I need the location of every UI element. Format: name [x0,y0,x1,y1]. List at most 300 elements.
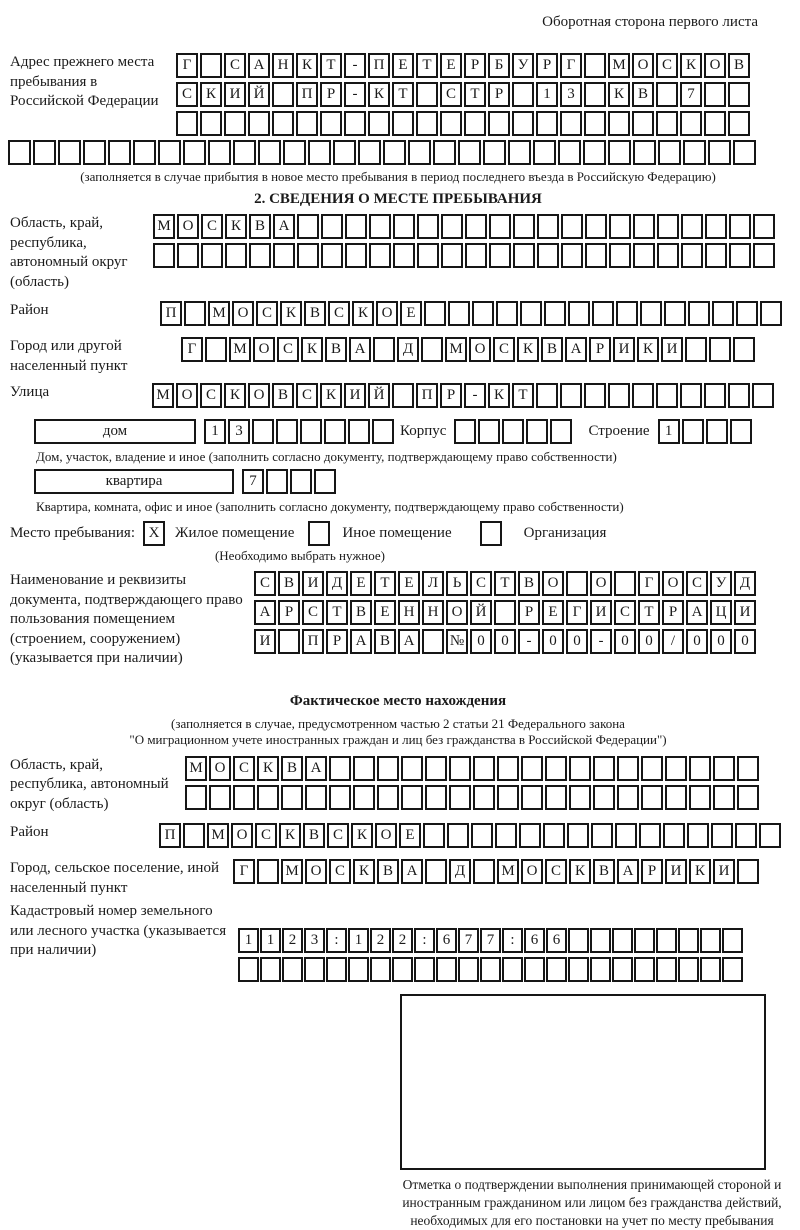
stay-option-other-label: Иное помещение [342,525,452,541]
char-cell: С [656,53,678,78]
char-cell: Т [494,571,516,596]
char-cell [257,785,279,810]
char-cell [425,785,447,810]
char-cell [489,243,511,268]
char-cell [569,756,591,781]
char-cell [614,571,636,596]
char-cell: В [278,571,300,596]
char-cell [706,419,728,444]
char-cell: О [375,823,397,848]
char-cell: К [225,214,247,239]
prev-address-rows [176,53,752,140]
char-cell [266,469,288,494]
prev-address-note: (заполняется в случае прибытия в новое место пребывания в период последнего въезда в Российскую Федерацию) [80,169,716,184]
char-cell [584,383,606,408]
char-cell [184,301,206,326]
char-cell: : [414,928,435,953]
char-cell [728,82,750,107]
char-cell: 1 [658,419,680,444]
char-cell: А [349,337,371,362]
char-cell [584,53,606,78]
char-cell [495,823,517,848]
char-cell [759,823,781,848]
char-cell: С [470,571,492,596]
char-cell: № [446,629,468,654]
char-cell [513,214,535,239]
char-cell [176,111,198,136]
fact-district-label: Район [10,824,49,840]
char-cell: О [662,571,684,596]
char-cell: Е [400,301,422,326]
char-cell [185,785,207,810]
char-cell [521,785,543,810]
stamp-note: Отметка о подтверждении выполнения принимающей стороной и иностранным гражданином или лицом без гражданства действий, необходимых для его постановки на учет по месту пребывания [402,1177,782,1228]
char-cell: М [608,53,630,78]
char-cell [704,82,726,107]
char-cell [308,140,331,165]
char-cell [401,785,423,810]
char-cell [369,243,391,268]
char-cell: С [302,600,324,625]
fact-region-label: Область, край, республика, автономный округ (область) [10,756,169,812]
char-cell [584,111,606,136]
char-cell [273,243,295,268]
char-cell: О [590,571,612,596]
char-cell [348,419,370,444]
char-cell: Т [416,53,438,78]
char-cell [333,140,356,165]
char-cell: О [209,756,231,781]
char-cell [497,785,519,810]
char-cell: Е [440,53,462,78]
char-cell [545,785,567,810]
char-cell [296,111,318,136]
char-cell: К [488,383,510,408]
char-cell: В [374,629,396,654]
char-cell [590,957,611,982]
char-cell: М [208,301,230,326]
char-cell [417,214,439,239]
char-cell: Р [440,383,462,408]
char-cell [656,82,678,107]
char-cell [408,140,431,165]
char-cell: С [327,823,349,848]
char-cell: Т [464,82,486,107]
char-cell [737,756,759,781]
char-cell: С [256,301,278,326]
char-cell [425,859,447,884]
char-cell [681,214,703,239]
char-cell: Т [512,383,534,408]
char-cell [258,140,281,165]
char-cell [656,928,677,953]
char-cell [276,419,298,444]
char-cell: 7 [680,82,702,107]
char-cell: И [734,600,756,625]
char-cell: - [464,383,486,408]
char-cell [465,214,487,239]
char-cell [641,785,663,810]
char-cell [183,140,206,165]
char-cell [238,957,259,982]
region-label: Область, край, республика, автономный округ (область) [10,215,128,290]
char-cell: Т [320,53,342,78]
char-cell: И [224,82,246,107]
char-cell: В [249,214,271,239]
char-cell [585,214,607,239]
char-cell: М [445,337,467,362]
char-cell: Н [272,53,294,78]
char-cell: 3 [228,419,250,444]
char-cell [704,383,726,408]
char-cell [417,243,439,268]
char-cell: С [328,301,350,326]
char-cell [305,785,327,810]
char-cell [700,957,721,982]
char-cell [393,214,415,239]
char-cell [592,301,614,326]
char-cell: А [617,859,639,884]
fact-city-row [233,859,761,884]
char-cell: П [160,301,182,326]
char-cell [480,957,501,982]
region-row-2 [153,243,777,268]
char-cell: 1 [260,928,281,953]
char-cell [314,469,336,494]
page-corner-note: Оборотная сторона первого листа [542,14,758,30]
char-cell: 1 [238,928,259,953]
char-cell [447,823,469,848]
region-row-1 [153,214,777,239]
char-cell [488,111,510,136]
char-cell [683,140,706,165]
char-cell: 0 [566,629,588,654]
char-cell: Р [320,82,342,107]
char-cell [633,243,655,268]
char-cell: О [469,337,491,362]
char-cell [585,243,607,268]
char-cell: Й [368,383,390,408]
street-label: Улица [10,384,50,400]
char-cell [709,337,731,362]
char-cell [616,301,638,326]
char-cell [83,140,106,165]
char-cell [521,756,543,781]
char-cell [421,337,443,362]
char-cell: Т [374,571,396,596]
char-cell: А [273,214,295,239]
char-cell [272,82,294,107]
char-cell [543,823,565,848]
char-cell: 6 [546,928,567,953]
flat-box-label: квартира [34,469,234,494]
stay-row [10,521,800,546]
char-cell: : [326,928,347,953]
char-cell [471,823,493,848]
char-cell: В [728,53,750,78]
stay-option-organization-label: Организация [523,525,607,541]
char-cell: К [280,301,302,326]
char-cell: С [200,383,222,408]
char-cell: В [593,859,615,884]
char-cell: Е [398,571,420,596]
char-cell: 0 [614,629,636,654]
char-cell [425,756,447,781]
char-cell [634,928,655,953]
char-cell [383,140,406,165]
char-cell: Г [233,859,255,884]
char-cell [591,823,613,848]
char-cell: В [350,600,372,625]
char-cell [561,243,583,268]
char-cell [458,957,479,982]
char-cell: Н [398,600,420,625]
char-cell: 3 [560,82,582,107]
char-cell: Р [326,629,348,654]
char-cell: С [329,859,351,884]
char-cell [633,140,656,165]
char-cell [681,243,703,268]
char-cell [200,111,222,136]
char-cell: И [254,629,276,654]
char-cell: И [661,337,683,362]
district-label: Район [10,302,49,318]
char-cell: С [545,859,567,884]
char-cell: А [305,756,327,781]
char-cell [593,756,615,781]
char-cell [733,337,755,362]
char-cell [633,214,655,239]
char-cell [568,928,589,953]
char-cell: 7 [458,928,479,953]
char-cell: С [493,337,515,362]
char-cell [392,383,414,408]
char-cell: 0 [638,629,660,654]
char-cell: И [590,600,612,625]
char-cell: К [680,53,702,78]
stay-note: (Необходимо выбрать нужное) [214,548,386,563]
region-block [10,214,800,292]
char-cell [712,301,734,326]
city-label: Город или другой населенный пункт [10,338,128,374]
char-cell: 2 [392,928,413,953]
char-cell: П [159,823,181,848]
char-cell [512,82,534,107]
doc-label: Наименование и реквизиты документа, подтверждающего право пользования помещением (строением, сооружением) (указывается при наличии) [10,572,243,666]
flat-note: Квартира, комната, офис и иное (заполнить согласно документу, подтверждающему право собственности) [36,499,624,514]
char-cell [512,111,534,136]
char-cell: Й [470,600,492,625]
char-cell [608,140,631,165]
char-cell [640,301,662,326]
char-cell [584,82,606,107]
char-cell [634,957,655,982]
char-cell [224,111,246,136]
char-cell [300,419,322,444]
char-cell: У [512,53,534,78]
char-cell [663,823,685,848]
char-cell: Е [350,571,372,596]
char-cell: А [565,337,587,362]
char-cell [735,823,757,848]
char-cell [608,383,630,408]
char-cell: В [325,337,347,362]
char-cell: А [401,859,423,884]
char-cell [478,419,500,444]
char-cell: 1 [204,419,226,444]
char-cell [639,823,661,848]
char-cell [494,600,516,625]
char-cell [612,928,633,953]
char-cell [449,756,471,781]
char-cell [689,785,711,810]
char-cell [454,419,476,444]
char-cell: Л [422,571,444,596]
stay-label: Место пребывания: [10,525,135,541]
char-cell [678,957,699,982]
char-cell [722,957,743,982]
char-cell [502,957,523,982]
char-cell [680,383,702,408]
char-cell [608,111,630,136]
char-cell [297,214,319,239]
char-cell [257,859,279,884]
char-cell [440,111,462,136]
char-cell: Р [278,600,300,625]
char-cell: Д [397,337,419,362]
char-cell [733,140,756,165]
char-cell: : [502,928,523,953]
char-cell [617,756,639,781]
char-cell: Р [464,53,486,78]
char-cell: И [713,859,735,884]
char-cell [617,785,639,810]
char-cell [593,785,615,810]
char-cell: В [281,756,303,781]
char-cell: К [352,301,374,326]
char-cell: Т [392,82,414,107]
char-cell: В [632,82,654,107]
char-cell [58,140,81,165]
char-cell: О [231,823,253,848]
char-cell: С [614,600,636,625]
char-cell [329,785,351,810]
char-cell [497,756,519,781]
char-cell: С [296,383,318,408]
char-cell [348,957,369,982]
fact-title: Фактическое место нахождения [289,692,507,709]
char-cell: Е [374,600,396,625]
char-cell: 0 [494,629,516,654]
char-cell [558,140,581,165]
char-cell: Р [518,600,540,625]
char-cell [496,301,518,326]
char-cell [414,957,435,982]
char-cell [372,419,394,444]
char-cell: Р [536,53,558,78]
char-cell [609,214,631,239]
char-cell [632,111,654,136]
char-cell [729,243,751,268]
fact-city-block [10,859,800,898]
char-cell [760,301,782,326]
stay-option-residential-label: Жилое помещение [175,525,295,541]
char-cell: В [377,859,399,884]
char-cell: Г [176,53,198,78]
char-cell [658,140,681,165]
cadastre-row-2 [238,957,744,982]
char-cell [424,301,446,326]
char-cell [520,301,542,326]
char-cell [473,859,495,884]
char-cell: 3 [304,928,325,953]
char-cell: Г [181,337,203,362]
char-cell [550,419,572,444]
char-cell: 1 [536,82,558,107]
char-cell [519,823,541,848]
district-block [10,301,800,330]
doc-row-2 [254,600,758,625]
char-cell: Г [560,53,582,78]
char-cell [205,337,227,362]
char-cell [546,957,567,982]
char-cell: К [279,823,301,848]
char-cell [632,383,654,408]
char-cell: - [518,629,540,654]
section2-title: 2. СВЕДЕНИЯ О МЕСТЕ ПРЕБЫВАНИЯ [254,191,542,207]
char-cell [566,571,588,596]
char-cell: С [254,571,276,596]
char-cell [704,111,726,136]
char-cell [609,243,631,268]
char-cell [183,823,205,848]
char-cell [368,111,390,136]
char-cell [423,823,445,848]
char-cell [8,140,31,165]
char-cell [687,823,709,848]
char-cell: Р [488,82,510,107]
char-cell: Т [326,600,348,625]
char-cell: К [637,337,659,362]
fact-region-block [10,756,800,815]
char-cell [441,214,463,239]
char-cell [560,111,582,136]
char-cell [373,337,395,362]
char-cell [108,140,131,165]
char-cell [688,301,710,326]
char-cell: 2 [370,928,391,953]
char-cell [201,243,223,268]
char-cell: М [281,859,303,884]
district-row [160,301,784,326]
prev-address-row-3 [176,111,752,136]
char-cell [283,140,306,165]
char-cell [561,214,583,239]
char-cell: 7 [480,928,501,953]
char-cell [153,243,175,268]
char-cell [615,823,637,848]
char-cell: К [569,859,591,884]
char-cell [513,243,535,268]
char-cell [416,111,438,136]
char-cell: К [296,53,318,78]
char-cell: В [304,301,326,326]
char-cell [392,957,413,982]
char-cell [508,140,531,165]
char-cell: А [248,53,270,78]
char-cell [664,301,686,326]
char-cell [441,243,463,268]
